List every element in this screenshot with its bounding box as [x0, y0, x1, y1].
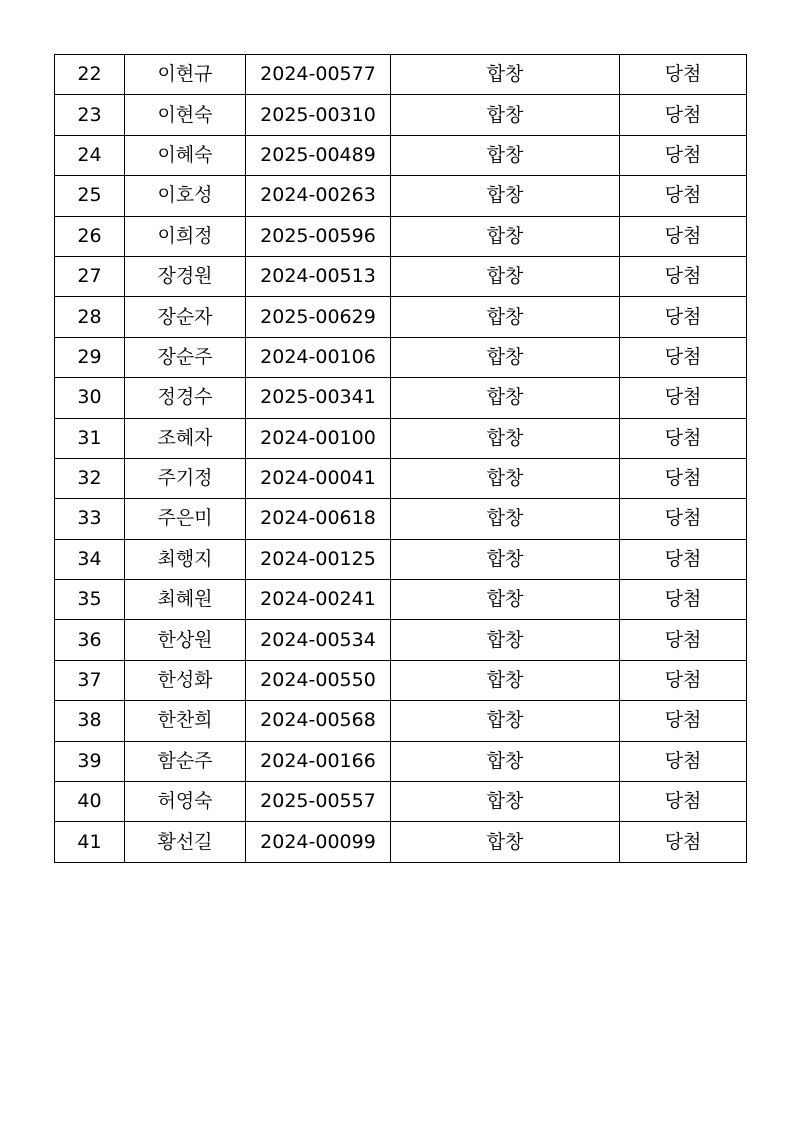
- name-cell: 이희정: [125, 216, 246, 256]
- table-row: [55, 822, 747, 862]
- table-row: [55, 580, 747, 620]
- row-number-cell: 37: [55, 660, 125, 700]
- result-cell: 당첨: [620, 95, 747, 135]
- category-cell: 합창: [391, 297, 620, 337]
- result-cell: 당첨: [620, 539, 747, 579]
- registration-number-cell: 2024-00577: [246, 55, 391, 95]
- category-cell: 합창: [391, 620, 620, 660]
- row-number-cell: 23: [55, 95, 125, 135]
- results-table: [54, 54, 747, 863]
- name-cell: 정경수: [125, 378, 246, 418]
- row-number-cell: 32: [55, 458, 125, 498]
- result-cell: 당첨: [620, 580, 747, 620]
- result-cell: 당첨: [620, 822, 747, 862]
- result-cell: 당첨: [620, 55, 747, 95]
- category-cell: 합창: [391, 822, 620, 862]
- name-cell: 함순주: [125, 741, 246, 781]
- name-cell: 허영숙: [125, 782, 246, 822]
- name-cell: 주기정: [125, 458, 246, 498]
- row-number-cell: 28: [55, 297, 125, 337]
- result-cell: 당첨: [620, 620, 747, 660]
- table-row: [55, 539, 747, 579]
- registration-number-cell: 2024-00550: [246, 660, 391, 700]
- row-number-cell: 38: [55, 701, 125, 741]
- name-cell: 한성화: [125, 660, 246, 700]
- name-cell: 한찬희: [125, 701, 246, 741]
- table-row: [55, 620, 747, 660]
- category-cell: 합창: [391, 499, 620, 539]
- registration-number-cell: 2025-00596: [246, 216, 391, 256]
- row-number-cell: 39: [55, 741, 125, 781]
- table-row: [55, 378, 747, 418]
- registration-number-cell: 2024-00263: [246, 176, 391, 216]
- result-cell: 당첨: [620, 782, 747, 822]
- result-cell: 당첨: [620, 378, 747, 418]
- table-row: [55, 741, 747, 781]
- registration-number-cell: 2024-00099: [246, 822, 391, 862]
- category-cell: 합창: [391, 782, 620, 822]
- category-cell: 합창: [391, 418, 620, 458]
- name-cell: 이현숙: [125, 95, 246, 135]
- registration-number-cell: 2024-00534: [246, 620, 391, 660]
- name-cell: 조혜자: [125, 418, 246, 458]
- row-number-cell: 34: [55, 539, 125, 579]
- category-cell: 합창: [391, 580, 620, 620]
- name-cell: 이호성: [125, 176, 246, 216]
- category-cell: 합창: [391, 55, 620, 95]
- category-cell: 합창: [391, 337, 620, 377]
- name-cell: 최혜원: [125, 580, 246, 620]
- category-cell: 합창: [391, 176, 620, 216]
- result-cell: 당첨: [620, 135, 747, 175]
- category-cell: 합창: [391, 216, 620, 256]
- registration-number-cell: 2024-00241: [246, 580, 391, 620]
- row-number-cell: 35: [55, 580, 125, 620]
- category-cell: 합창: [391, 135, 620, 175]
- category-cell: 합창: [391, 741, 620, 781]
- registration-number-cell: 2025-00489: [246, 135, 391, 175]
- category-cell: 합창: [391, 539, 620, 579]
- registration-number-cell: 2024-00568: [246, 701, 391, 741]
- result-cell: 당첨: [620, 337, 747, 377]
- table-row: [55, 499, 747, 539]
- row-number-cell: 22: [55, 55, 125, 95]
- registration-number-cell: 2025-00629: [246, 297, 391, 337]
- category-cell: 합창: [391, 660, 620, 700]
- table-row: [55, 701, 747, 741]
- category-cell: 합창: [391, 458, 620, 498]
- table-row: [55, 135, 747, 175]
- category-cell: 합창: [391, 256, 620, 296]
- table-row: [55, 216, 747, 256]
- row-number-cell: 36: [55, 620, 125, 660]
- registration-number-cell: 2025-00341: [246, 378, 391, 418]
- table-row: [55, 660, 747, 700]
- table-row: [55, 95, 747, 135]
- name-cell: 황선길: [125, 822, 246, 862]
- result-cell: 당첨: [620, 176, 747, 216]
- result-cell: 당첨: [620, 256, 747, 296]
- name-cell: 주은미: [125, 499, 246, 539]
- table-row: [55, 55, 747, 95]
- result-cell: 당첨: [620, 741, 747, 781]
- table-row: [55, 297, 747, 337]
- registration-number-cell: 2024-00618: [246, 499, 391, 539]
- name-cell: 장순자: [125, 297, 246, 337]
- registration-number-cell: 2025-00310: [246, 95, 391, 135]
- result-cell: 당첨: [620, 458, 747, 498]
- row-number-cell: 26: [55, 216, 125, 256]
- category-cell: 합창: [391, 701, 620, 741]
- registration-number-cell: 2024-00166: [246, 741, 391, 781]
- row-number-cell: 24: [55, 135, 125, 175]
- name-cell: 장순주: [125, 337, 246, 377]
- table-row: [55, 458, 747, 498]
- result-cell: 당첨: [620, 216, 747, 256]
- table-row: [55, 782, 747, 822]
- row-number-cell: 25: [55, 176, 125, 216]
- registration-number-cell: 2025-00557: [246, 782, 391, 822]
- table-row: [55, 176, 747, 216]
- registration-number-cell: 2024-00041: [246, 458, 391, 498]
- table-row: [55, 418, 747, 458]
- result-cell: 당첨: [620, 297, 747, 337]
- results-table-body: [55, 55, 747, 863]
- row-number-cell: 31: [55, 418, 125, 458]
- name-cell: 장경원: [125, 256, 246, 296]
- row-number-cell: 33: [55, 499, 125, 539]
- category-cell: 합창: [391, 95, 620, 135]
- row-number-cell: 40: [55, 782, 125, 822]
- result-cell: 당첨: [620, 701, 747, 741]
- name-cell: 한상원: [125, 620, 246, 660]
- row-number-cell: 41: [55, 822, 125, 862]
- name-cell: 이현규: [125, 55, 246, 95]
- result-cell: 당첨: [620, 499, 747, 539]
- result-cell: 당첨: [620, 660, 747, 700]
- table-row: [55, 256, 747, 296]
- registration-number-cell: 2024-00125: [246, 539, 391, 579]
- name-cell: 이혜숙: [125, 135, 246, 175]
- category-cell: 합창: [391, 378, 620, 418]
- registration-number-cell: 2024-00106: [246, 337, 391, 377]
- registration-number-cell: 2024-00513: [246, 256, 391, 296]
- row-number-cell: 27: [55, 256, 125, 296]
- row-number-cell: 30: [55, 378, 125, 418]
- row-number-cell: 29: [55, 337, 125, 377]
- name-cell: 최행지: [125, 539, 246, 579]
- registration-number-cell: 2024-00100: [246, 418, 391, 458]
- result-cell: 당첨: [620, 418, 747, 458]
- table-row: [55, 337, 747, 377]
